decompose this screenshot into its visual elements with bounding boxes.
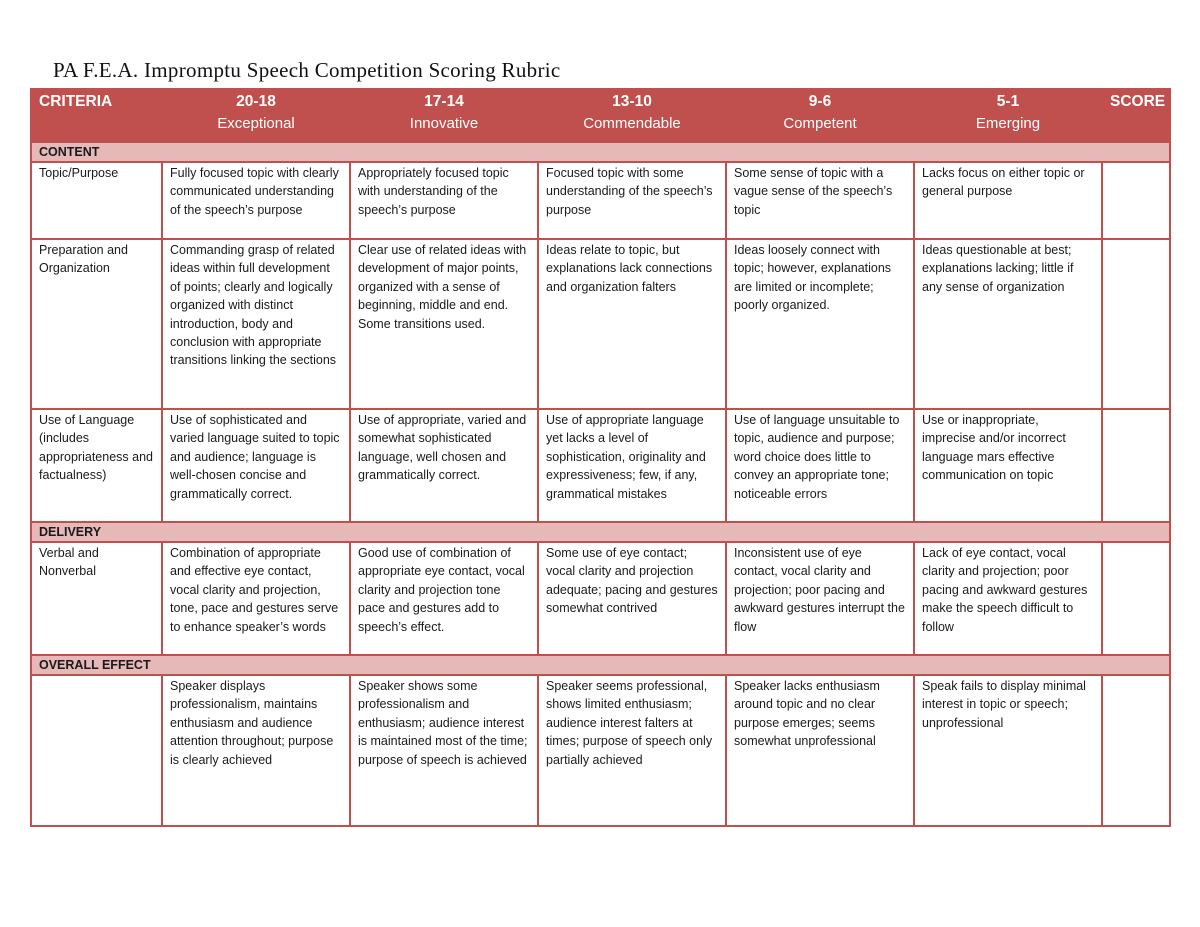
section-label: CONTENT [31, 142, 1170, 162]
level-header [538, 89, 726, 142]
header-row [31, 89, 1170, 142]
section-row-delivery [31, 522, 1170, 542]
level-range: 9-6 [808, 93, 832, 110]
score-cell[interactable] [1102, 409, 1170, 522]
descriptor-cell: Inconsistent use of eye contact, vocal clarity and projection; poor pacing and awkward gestures interrupt the flow [726, 542, 914, 655]
rubric-table [30, 88, 1171, 827]
level-range: 5-1 [996, 93, 1020, 110]
section-label: OVERALL EFFECT [31, 655, 1170, 675]
criteria-cell: Use of Language (includes appropriateness and factualness) [31, 409, 162, 522]
score-cell[interactable] [1102, 162, 1170, 239]
descriptor-cell: Lack of eye contact, vocal clarity and projection; poor pacing and awkward gestures make the speech difficult to follow [914, 542, 1102, 655]
section-row-content [31, 142, 1170, 162]
level-range: 13-10 [612, 93, 652, 110]
level-label: Innovative [409, 115, 479, 132]
score-cell[interactable] [1102, 675, 1170, 826]
descriptor-cell: Use or inappropriate, imprecise and/or incorrect language mars effective communication on topic [914, 409, 1102, 522]
score-cell[interactable] [1102, 239, 1170, 409]
section-label: DELIVERY [31, 522, 1170, 542]
criteria-header: CRITERIA [31, 89, 162, 142]
level-label: Emerging [975, 115, 1041, 132]
descriptor-cell: Speak fails to display minimal interest in topic or speech; unprofessional [914, 675, 1102, 826]
descriptor-cell: Use of appropriate language yet lacks a level of sophistication, originality and expressiveness; few, if any, grammatical mistakes [538, 409, 726, 522]
score-header: SCORE [1102, 89, 1170, 142]
level-range: 17-14 [424, 93, 464, 110]
table-row-topic [31, 162, 1170, 239]
descriptor-cell: Use of sophisticated and varied language suited to topic and audience; language is well-chosen concise and grammatically correct. [162, 409, 350, 522]
descriptor-cell: Some use of eye contact; vocal clarity and projection adequate; pacing and gestures somewhat contrived [538, 542, 726, 655]
score-cell[interactable] [1102, 542, 1170, 655]
page-title: PA F.E.A. Impromptu Speech Competition Scoring Rubric [53, 58, 561, 82]
table-row-preparation [31, 239, 1170, 409]
table-row-verbal [31, 542, 1170, 655]
table-row-language [31, 409, 1170, 522]
criteria-cell: Preparation and Organization [31, 239, 162, 409]
level-label: Commendable [583, 115, 681, 132]
descriptor-cell: Focused topic with some understanding of the speech’s purpose [538, 162, 726, 239]
criteria-cell [31, 675, 162, 826]
descriptor-cell: Speaker displays professionalism, maintains enthusiasm and audience attention throughout; purpose is clearly achieved [162, 675, 350, 826]
descriptor-cell: Fully focused topic with clearly communicated understanding of the speech’s purpose [162, 162, 350, 239]
criteria-cell: Topic/Purpose [31, 162, 162, 239]
descriptor-cell: Ideas loosely connect with topic; however, explanations are limited or incomplete; poorly organized. [726, 239, 914, 409]
descriptor-cell: Lacks focus on either topic or general purpose [914, 162, 1102, 239]
descriptor-cell: Use of language unsuitable to topic, audience and purpose; word choice does little to convey an appropriate tone; noticeable errors [726, 409, 914, 522]
table-row-overall [31, 675, 1170, 826]
level-header [726, 89, 914, 142]
level-header [162, 89, 350, 142]
level-label: Exceptional [217, 115, 295, 132]
descriptor-cell: Speaker shows some professionalism and enthusiasm; audience interest is maintained most of the time; purpose of speech is achieved [350, 675, 538, 826]
descriptor-cell: Good use of combination of appropriate eye contact, vocal clarity and projection tone pace and gestures add to speech’s effect. [350, 542, 538, 655]
level-range: 20-18 [236, 93, 276, 110]
level-header [914, 89, 1102, 142]
level-label: Competent [783, 115, 857, 132]
descriptor-cell: Clear use of related ideas with development of major points, organized with a sense of beginning, middle and end. Some transitions used. [350, 239, 538, 409]
descriptor-cell: Use of appropriate, varied and somewhat sophisticated language, well chosen and grammatically correct. [350, 409, 538, 522]
descriptor-cell: Combination of appropriate and effective eye contact, vocal clarity and projection, tone, pace and gestures serve to enhance speaker’s words [162, 542, 350, 655]
descriptor-cell: Speaker lacks enthusiasm around topic and no clear purpose emerges; seems somewhat unprofessional [726, 675, 914, 826]
descriptor-cell: Speaker seems professional, shows limited enthusiasm; audience interest falters at times; purpose of speech only partially achieved [538, 675, 726, 826]
descriptor-cell: Commanding grasp of related ideas within full development of points; clearly and logically organized with distinct introduction, body and conclusion with appropriate transitions linking the sections [162, 239, 350, 409]
level-header [350, 89, 538, 142]
descriptor-cell: Some sense of topic with a vague sense of the speech’s topic [726, 162, 914, 239]
criteria-cell: Verbal and Nonverbal [31, 542, 162, 655]
descriptor-cell: Ideas relate to topic, but explanations lack connections and organization falters [538, 239, 726, 409]
descriptor-cell: Ideas questionable at best; explanations lacking; little if any sense of organization [914, 239, 1102, 409]
descriptor-cell: Appropriately focused topic with understanding of the speech’s purpose [350, 162, 538, 239]
section-row-overall [31, 655, 1170, 675]
